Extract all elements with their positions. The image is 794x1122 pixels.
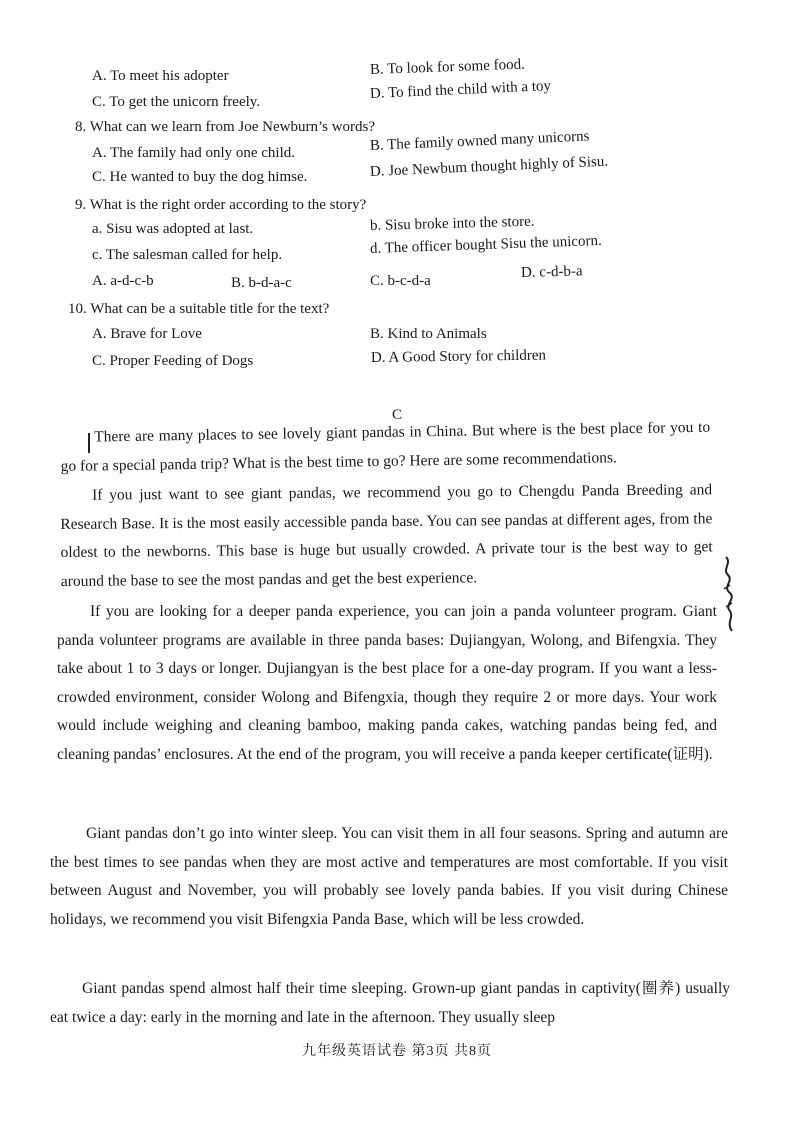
q9-option-b[interactable]: B. b-d-a-c	[231, 275, 292, 291]
q10-option-d[interactable]: D. A Good Story for children	[370, 347, 547, 366]
q10-option-a[interactable]: A. Brave for Love	[92, 326, 202, 342]
passage-paragraph-5: Giant pandas spend almost half their time sleeping. Grown-up giant pandas in captivity(圈养) usually eat twice a day: early in the morning and late in the afternoon. They usually sleep	[50, 980, 730, 1026]
section-heading: C	[391, 407, 402, 423]
q9-option-c[interactable]: C. b-c-d-a	[370, 273, 431, 289]
q10-stem: 10. What can be a suitable title for the text?	[68, 301, 330, 317]
q8-stem: 8. What can we learn from Joe Newburn’s words?	[75, 119, 376, 135]
q8-option-b[interactable]: B. The family owned many unicorns	[369, 128, 590, 154]
q9-event-b: b. Sisu broke into the store.	[369, 213, 535, 234]
q10-option-b[interactable]: B. Kind to Animals	[370, 326, 487, 342]
passage-paragraph-3: If you are looking for a deeper panda experience, you can join a panda volunteer program. Giant panda volunteer programs are available in three panda bases: Dujiangyan, Wolong, and Bifengxia. They take about 1 to 3 days or longer. Dujiangyan is the best place for a one-day program. If you want a less-crowded environment, consider Wolong and Bifengxia, though they require 2 or more days. Your work would include weighing and cleaning bamboo, making panda cakes, watching pandas being fed, and cleaning pandas’ enclosures. At the end of the program, you will receive a panda keeper certificate(证明).	[57, 603, 717, 763]
passage-paragraph-4: Giant pandas don’t go into winter sleep. You can visit them in all four seasons. Spring and autumn are the best times to see pandas when they are most active and temperatures are most comfortable. If you visit between August and November, you will probably see lovely panda babies. If you visit during Chinese holidays, we recommend you visit Bifengxia Panda Base, which will be less crowded.	[50, 825, 728, 928]
q9-option-a[interactable]: A. a-d-c-b	[92, 273, 154, 289]
q7-option-d[interactable]: D. To find the child with a toy	[369, 78, 552, 102]
q8-option-c[interactable]: C. He wanted to buy the dog himse.	[92, 169, 308, 185]
handwritten-scribble-icon	[718, 555, 742, 635]
q9-event-c: c. The salesman called for help.	[92, 247, 283, 263]
q9-stem: 9. What is the right order according to the story?	[75, 197, 367, 213]
q8-option-d[interactable]: D. Joe Newbum thought highly of Sisu.	[369, 153, 609, 180]
q7-option-c[interactable]: C. To get the unicorn freely.	[92, 94, 261, 110]
passage-paragraph-2: If you just want to see giant pandas, we recommend you go to Chengdu Panda Breeding and Research Base. It is the most easily accessible panda base. You can see pandas at different ages, from the oldest to the newborns. This base is huge but usually crowded. A private tour is the best way to get around the base to see the most pandas and get the best experience.	[60, 481, 713, 590]
passage-paragraph-1: There are many places to see lovely giant pandas in China. But where is the best place for you to go for a special panda trip? What is the best time to go? Here are some recommendations.	[60, 418, 711, 475]
q9-event-a: a. Sisu was adopted at last.	[92, 221, 254, 237]
q7-option-a[interactable]: A. To meet his adopter	[92, 68, 229, 84]
q7-option-b[interactable]: B. To look for some food.	[369, 56, 526, 78]
q10-option-c[interactable]: C. Proper Feeding of Dogs	[92, 353, 254, 369]
q9-option-d[interactable]: D. c-d-b-a	[520, 263, 583, 281]
q9-event-d: d. The officer bought Sisu the unicorn.	[369, 232, 603, 257]
q8-option-a[interactable]: A. The family had only one child.	[92, 145, 296, 161]
page-footer: 九年级英语试卷 第3页 共8页	[302, 1044, 492, 1059]
